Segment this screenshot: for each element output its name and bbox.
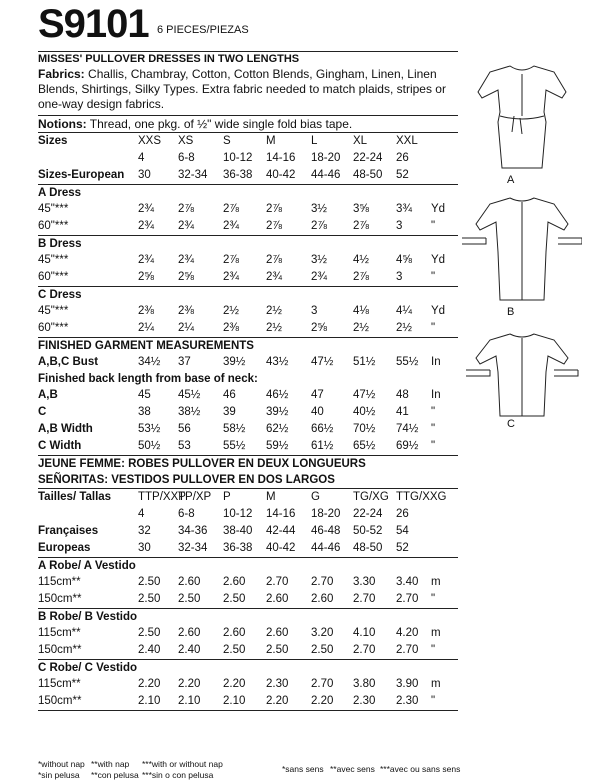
table-cell: 40-42	[266, 542, 296, 554]
row-label: A,B	[38, 389, 58, 401]
table-cell: 37	[178, 356, 191, 368]
table-cell: 47	[311, 389, 324, 401]
spanish-yardage-table	[38, 456, 458, 711]
row-label: 150cm**	[38, 593, 82, 605]
table-cell: 50½	[138, 440, 161, 452]
table-cell: 2⅜	[178, 305, 194, 317]
table-cell: 2.30	[353, 695, 376, 707]
unit-cell: m	[431, 678, 441, 690]
tailles-row	[38, 489, 458, 506]
table-cell: 10-12	[223, 508, 253, 520]
section-heading: A Dress	[38, 187, 82, 199]
yardage-row	[38, 252, 458, 269]
meterage-row	[38, 625, 458, 642]
pattern-header	[38, 2, 149, 46]
table-cell: 3.30	[353, 576, 376, 588]
table-cell: 4.20	[396, 627, 419, 639]
table-cell: 48-50	[353, 169, 383, 181]
table-cell: 38	[138, 406, 151, 418]
table-cell: 2.60	[266, 593, 289, 605]
table-cell: 61½	[311, 440, 334, 452]
table-cell: M	[266, 491, 276, 503]
table-cell: 3.20	[311, 627, 334, 639]
table-cell: 2¾	[178, 220, 194, 232]
footnote-fr-1: *sans sens	[282, 764, 324, 774]
table-cell: 2.20	[311, 695, 334, 707]
table-cell: 2⅝	[311, 322, 327, 334]
table-cell: 44-46	[311, 169, 341, 181]
table-cell: TP/XP	[178, 491, 212, 503]
table-cell: 2.20	[266, 695, 289, 707]
table-cell: 46-48	[311, 525, 341, 537]
table-cell: 32-34	[178, 542, 208, 554]
divider	[38, 710, 458, 711]
unit-cell: "	[431, 423, 436, 435]
table-cell: 55½	[223, 440, 246, 452]
table-cell: 2.20	[223, 678, 246, 690]
table-cell: 2.50	[178, 593, 201, 605]
table-cell: 2.30	[396, 695, 419, 707]
table-cell: 2¼	[138, 322, 154, 334]
table-cell: 2.60	[178, 627, 201, 639]
french-title: JEUNE FEMME: ROBES PULLOVER EN DEUX LONGUEURS	[38, 458, 366, 470]
table-cell: 50-52	[353, 525, 383, 537]
table-cell: 39	[223, 406, 236, 418]
figure-label-b: B	[507, 306, 515, 318]
table-cell: 2.20	[178, 678, 201, 690]
table-cell: 26	[396, 508, 409, 520]
row-label: 60"***	[38, 220, 69, 232]
notions-label: Notions:	[38, 117, 87, 131]
table-cell: 51½	[353, 356, 376, 368]
unit-cell: m	[431, 576, 441, 588]
table-cell: 4⅛	[353, 305, 369, 317]
row-label: Françaises	[38, 525, 99, 537]
table-cell: 2.70	[266, 576, 289, 588]
row-label: Europeas	[38, 542, 91, 554]
table-cell: 2.60	[311, 593, 334, 605]
fabrics-paragraph	[38, 67, 456, 112]
footnote-fr-3: ***avec ou sans sens	[380, 764, 461, 774]
table-cell: 2¾	[223, 220, 239, 232]
dress-a-drawing	[478, 66, 566, 168]
table-cell: 30	[138, 542, 151, 554]
meterage-row	[38, 642, 458, 659]
table-cell: 40	[311, 406, 324, 418]
table-cell: 4.10	[353, 627, 376, 639]
table-cell: 3½	[311, 203, 327, 215]
pieces-count: 6 PIECES/PIEZAS	[157, 24, 249, 36]
pattern-number: S9101	[38, 2, 149, 46]
yardage-row	[38, 269, 458, 286]
table-cell: 3.40	[396, 576, 419, 588]
footnote-es-3: ***sin o con pelusa	[142, 770, 214, 780]
table-cell: 6-8	[178, 508, 195, 520]
table-cell: L	[311, 135, 318, 147]
table-cell: 3.90	[396, 678, 419, 690]
unit-cell: m	[431, 627, 441, 639]
row-label: Sizes	[38, 135, 68, 147]
sizes-row	[38, 133, 458, 150]
table-cell: 2½	[266, 305, 282, 317]
table-cell: 39½	[223, 356, 246, 368]
table-cell: 40-42	[266, 169, 296, 181]
table-cell: XS	[178, 135, 194, 147]
table-cell: 30	[138, 169, 151, 181]
fabrics-label: Fabrics:	[38, 67, 85, 81]
table-cell: 2.70	[353, 593, 376, 605]
meterage-row	[38, 574, 458, 591]
table-cell: 32-34	[178, 169, 208, 181]
row-label: 60"***	[38, 322, 69, 334]
fabrics-text: Challis, Chambray, Cotton, Cotton Blends, Gingham, Linen, Linen Blends, Shirtings, Silky Types. Extra fabric needed to match plaids, stripes or one-way design fabrics.	[38, 67, 446, 111]
table-cell: 34½	[138, 356, 161, 368]
table-cell: M	[266, 135, 276, 147]
table-cell: 2¾	[138, 254, 154, 266]
table-cell: 2½	[353, 322, 369, 334]
row-label: C Width	[38, 440, 82, 452]
row-label: 45"***	[38, 305, 69, 317]
table-cell: 10-12	[223, 152, 253, 164]
row-label: A,B Width	[38, 423, 93, 435]
table-cell: 4	[138, 152, 145, 164]
unit-cell: "	[431, 440, 436, 452]
english-title: MISSES' PULLOVER DRESSES IN TWO LENGTHS	[38, 53, 300, 65]
row-label: Sizes-European	[38, 169, 125, 181]
table-cell: 74½	[396, 423, 419, 435]
unit-cell: "	[431, 271, 436, 283]
section-heading: B Robe/ B Vestido	[38, 611, 138, 623]
dress-illustrations	[462, 52, 582, 442]
table-cell: 2¼	[178, 322, 194, 334]
table-cell: 3.80	[353, 678, 376, 690]
table-cell: 54	[396, 525, 409, 537]
row-label: 45"***	[38, 254, 69, 266]
table-cell: 2.10	[178, 695, 201, 707]
table-cell: 2.60	[266, 627, 289, 639]
table-cell: 46½	[266, 389, 289, 401]
unit-cell: Yd	[431, 203, 446, 215]
table-cell: 40½	[353, 406, 376, 418]
table-cell: 70½	[353, 423, 376, 435]
row-label: 115cm**	[38, 627, 81, 639]
table-cell: 2.70	[311, 576, 334, 588]
table-cell: 2.50	[223, 644, 246, 656]
table-cell: 2⅞	[311, 220, 327, 232]
table-cell: 2⅞	[353, 220, 369, 232]
footnote-en-2: **with nap	[91, 759, 130, 769]
row-label: C	[38, 406, 47, 418]
table-cell: 3¾	[396, 203, 412, 215]
table-cell: 34-36	[178, 525, 208, 537]
table-cell: 45½	[178, 389, 201, 401]
table-cell: 2⅝	[138, 271, 154, 283]
table-cell: 55½	[396, 356, 419, 368]
table-cell: XL	[353, 135, 368, 147]
table-cell: 2.70	[353, 644, 376, 656]
section-heading: B Dress	[38, 238, 82, 250]
table-cell: 45	[138, 389, 151, 401]
yardage-row	[38, 201, 458, 218]
bust-row	[38, 354, 458, 371]
row-label: 115cm**	[38, 576, 81, 588]
figure-label-c: C	[507, 418, 515, 430]
table-cell: 2.50	[138, 627, 161, 639]
table-cell: 52	[396, 542, 409, 554]
measurement-row	[38, 421, 458, 438]
table-cell: 18-20	[311, 152, 341, 164]
table-cell: 39½	[266, 406, 289, 418]
table-cell: 2.50	[311, 644, 334, 656]
table-cell: 2.40	[138, 644, 161, 656]
table-cell: XXL	[396, 135, 418, 147]
sizes-european-row	[38, 167, 458, 184]
table-cell: 26	[396, 152, 409, 164]
table-cell: 2.60	[178, 576, 201, 588]
table-cell: TTP/XXP	[138, 491, 186, 503]
table-cell: 2⅜	[223, 322, 239, 334]
table-cell: 3	[311, 305, 318, 317]
table-cell: 47½	[353, 389, 376, 401]
table-cell: 58½	[223, 423, 246, 435]
table-cell: 47½	[311, 356, 334, 368]
english-yardage-table	[38, 133, 458, 456]
unit-cell: Yd	[431, 254, 446, 266]
row-label: 45"***	[38, 203, 69, 215]
table-cell: 4¼	[396, 305, 412, 317]
table-cell: 2.50	[138, 593, 161, 605]
back-length-heading: Finished back length from base of neck:	[38, 373, 258, 385]
table-cell: 2¾	[178, 254, 194, 266]
yardage-row	[38, 320, 458, 337]
row-label: 150cm**	[38, 644, 82, 656]
table-cell: 38½	[178, 406, 201, 418]
unit-cell: "	[431, 644, 436, 656]
footnote-fr-2: **avec sens	[330, 764, 375, 774]
table-cell: 4⅝	[396, 254, 412, 266]
table-cell: 2.40	[178, 644, 201, 656]
row-label: 150cm**	[38, 695, 82, 707]
table-cell: 2.50	[266, 644, 289, 656]
meterage-row	[38, 591, 458, 608]
table-cell: 14-16	[266, 152, 296, 164]
table-cell: TG/XG	[353, 491, 389, 503]
table-cell: 2¾	[138, 220, 154, 232]
table-cell: S	[223, 135, 231, 147]
dress-c-drawing	[466, 334, 578, 416]
table-cell: 6-8	[178, 152, 195, 164]
table-cell: 32	[138, 525, 151, 537]
table-cell: 44-46	[311, 542, 341, 554]
finished-measurements-heading: FINISHED GARMENT MEASUREMENTS	[38, 340, 254, 352]
table-cell: 2.70	[396, 644, 419, 656]
unit-cell: In	[431, 389, 441, 401]
footnote-es-1: *sin pelusa	[38, 770, 80, 780]
notions-text: Thread, one pkg. of ½" wide single fold bias tape.	[86, 117, 353, 131]
table-cell: 69½	[396, 440, 419, 452]
table-cell: 3	[396, 271, 403, 283]
spanish-title: SEÑORITAS: VESTIDOS PULLOVER EN DOS LARGOS	[38, 474, 335, 486]
table-cell: 3⅝	[353, 203, 369, 215]
unit-cell: "	[431, 322, 436, 334]
divider	[38, 115, 458, 116]
unit-cell: "	[431, 593, 436, 605]
table-cell: 53½	[138, 423, 161, 435]
yardage-row	[38, 218, 458, 235]
table-cell: G	[311, 491, 320, 503]
sizes-number-row	[38, 150, 458, 167]
footnote-es-2: **con pelusa	[91, 770, 139, 780]
footnote-en-1: *without nap	[38, 759, 85, 769]
section-heading: A Robe/ A Vestido	[38, 560, 136, 572]
measurement-row	[38, 387, 458, 404]
table-cell: 42-44	[266, 525, 296, 537]
table-cell: 18-20	[311, 508, 341, 520]
table-cell: 2.50	[223, 593, 246, 605]
section-heading: C Dress	[38, 289, 82, 301]
table-cell: 46	[223, 389, 236, 401]
table-cell: 2⅞	[353, 271, 369, 283]
table-cell: 4	[138, 508, 145, 520]
table-cell: 2¾	[266, 271, 282, 283]
dress-b-drawing	[462, 198, 582, 300]
table-cell: 2⅞	[178, 203, 194, 215]
table-cell: 3½	[311, 254, 327, 266]
table-cell: 22-24	[353, 508, 383, 520]
europeas-row	[38, 540, 458, 557]
table-cell: 14-16	[266, 508, 296, 520]
table-cell: 52	[396, 169, 409, 181]
table-cell: 2.70	[311, 678, 334, 690]
yardage-row	[38, 303, 458, 320]
unit-cell: "	[431, 695, 436, 707]
table-cell: 2.70	[396, 593, 419, 605]
row-label: Tailles/ Tallas	[38, 491, 112, 503]
table-cell: 2⅞	[223, 254, 239, 266]
table-cell: 2.30	[266, 678, 289, 690]
table-cell: 2½	[396, 322, 412, 334]
table-cell: 53	[178, 440, 191, 452]
table-cell: 2.20	[138, 678, 161, 690]
meterage-row	[38, 676, 458, 693]
table-cell: 22-24	[353, 152, 383, 164]
table-cell: 2.50	[138, 576, 161, 588]
table-cell: 4½	[353, 254, 369, 266]
measurement-row	[38, 404, 458, 421]
table-cell: 62½	[266, 423, 289, 435]
table-cell: 2⅞	[266, 220, 282, 232]
table-cell: 2⅞	[266, 254, 282, 266]
table-cell: 48-50	[353, 542, 383, 554]
table-cell: 2¾	[223, 271, 239, 283]
table-cell: 48	[396, 389, 409, 401]
francaises-row	[38, 523, 458, 540]
measurement-row	[38, 438, 458, 455]
table-cell: 2¾	[311, 271, 327, 283]
table-cell: 2⅞	[223, 203, 239, 215]
table-cell: 2⅞	[266, 203, 282, 215]
section-heading: C Robe/ C Vestido	[38, 662, 138, 674]
table-cell: 2.10	[223, 695, 246, 707]
unit-cell: Yd	[431, 305, 446, 317]
table-cell: 65½	[353, 440, 376, 452]
table-cell: 38-40	[223, 525, 253, 537]
figure-label-a: A	[507, 174, 515, 186]
pattern-envelope-back	[38, 51, 458, 711]
unit-cell: In	[431, 356, 441, 368]
table-cell: XXS	[138, 135, 162, 147]
table-cell: 3	[396, 220, 403, 232]
table-cell: P	[223, 491, 231, 503]
unit-cell: "	[431, 406, 436, 418]
meterage-row	[38, 693, 458, 710]
notions-paragraph	[38, 117, 458, 132]
footnote-en-3: ***with or without nap	[142, 759, 223, 769]
table-cell: 59½	[266, 440, 289, 452]
table-cell: 2½	[223, 305, 239, 317]
table-cell: 2.60	[223, 576, 246, 588]
row-label: A,B,C Bust	[38, 356, 99, 368]
table-cell: 2.60	[223, 627, 246, 639]
table-cell: 66½	[311, 423, 334, 435]
row-label: 115cm**	[38, 678, 81, 690]
table-cell: 2½	[266, 322, 282, 334]
table-cell: 2.10	[138, 695, 161, 707]
table-cell: 43½	[266, 356, 289, 368]
row-label: 60"***	[38, 271, 69, 283]
table-cell: 56	[178, 423, 191, 435]
table-cell: 2¾	[138, 203, 154, 215]
table-cell: TTG/XXG	[396, 491, 447, 503]
unit-cell: "	[431, 220, 436, 232]
tailles-number-row	[38, 506, 458, 523]
table-cell: 41	[396, 406, 409, 418]
table-cell: 2⅝	[178, 271, 194, 283]
table-cell: 2⅜	[138, 305, 154, 317]
table-cell: 36-38	[223, 169, 253, 181]
table-cell: 36-38	[223, 542, 253, 554]
